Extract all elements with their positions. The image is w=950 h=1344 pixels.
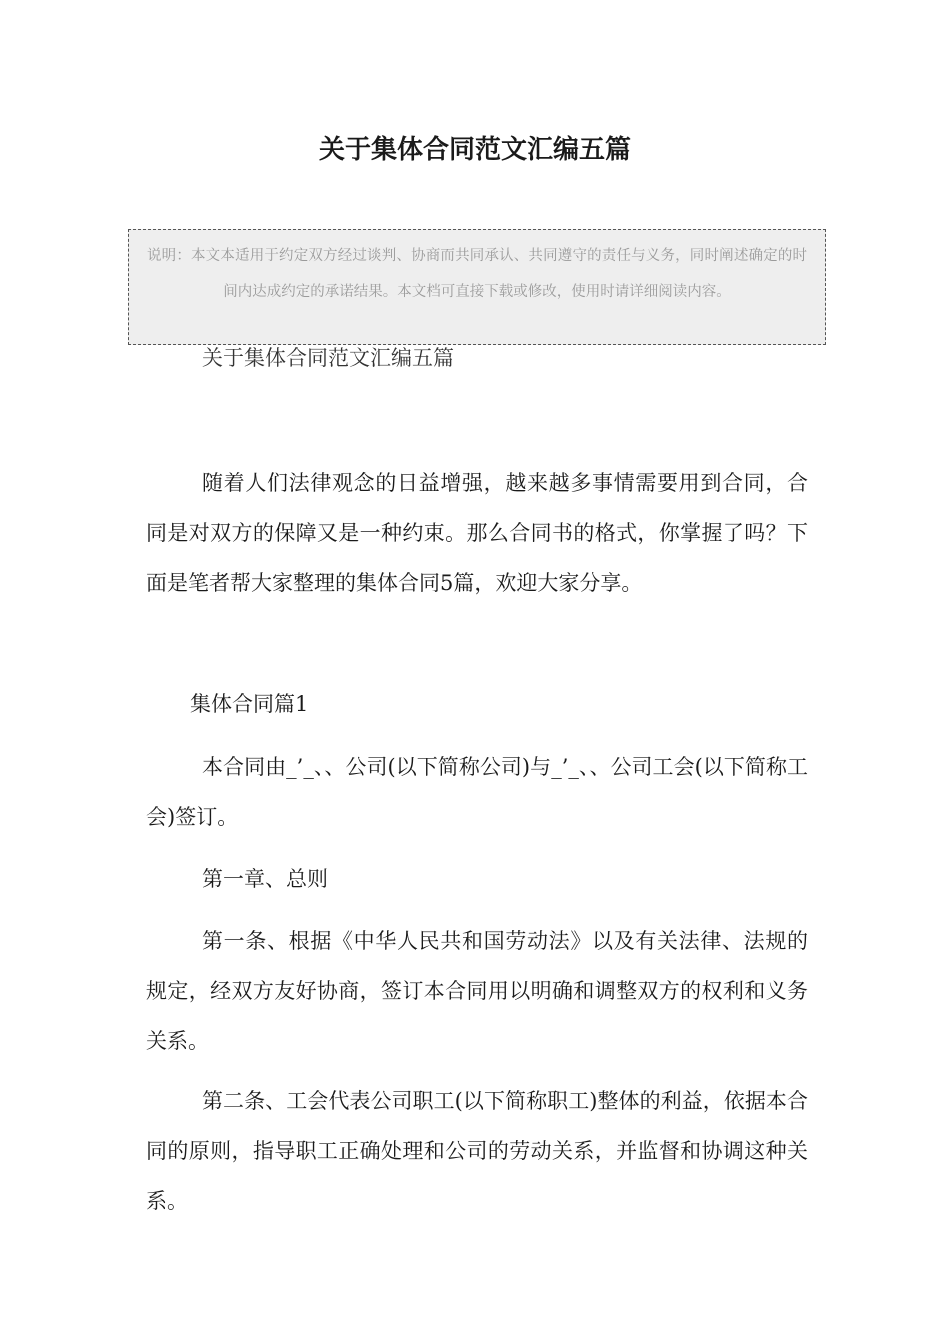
- chapter-heading: 第一章、总则: [202, 867, 328, 891]
- article-1-paragraph: 第一条、根据《中华人民共和国劳动法》以及有关法律、法规的规定，经双方友好协商，签订本合同用以明确和调整双方的权利和义务关系。: [146, 929, 808, 1053]
- intro-paragraph: 随着人们法律观念的日益增强，越来越多事情需要用到合同，合同是对双方的保障又是一种约束。那么合同书的格式，你掌握了吗？下面是笔者帮大家整理的集体合同5篇，欢迎大家分享。: [146, 471, 808, 595]
- document-title: 关于集体合同范文汇编五篇: [318, 135, 631, 165]
- article-2-paragraph: 第二条、工会代表公司职工(以下简称职工)整体的利益，依据本合同的原则，指导职工正确处理和公司的劳动关系，并监督和协调这种关系。: [146, 1089, 808, 1213]
- notice-box: 说明：本文本适用于约定双方经过谈判、协商而共同承认、共同遵守的责任与义务，同时阐述确定的时间内达成约定的承诺结果。本文档可直接下载或修改，使用时请详细阅读内容。: [128, 229, 826, 345]
- section-heading: 集体合同篇1: [190, 692, 309, 716]
- document-subtitle: 关于集体合同范文汇编五篇: [202, 346, 454, 370]
- contract-parties-paragraph: 本合同由_’_、、公司(以下简称公司)与_’_、、公司工会(以下简称工会)签订。: [146, 755, 808, 829]
